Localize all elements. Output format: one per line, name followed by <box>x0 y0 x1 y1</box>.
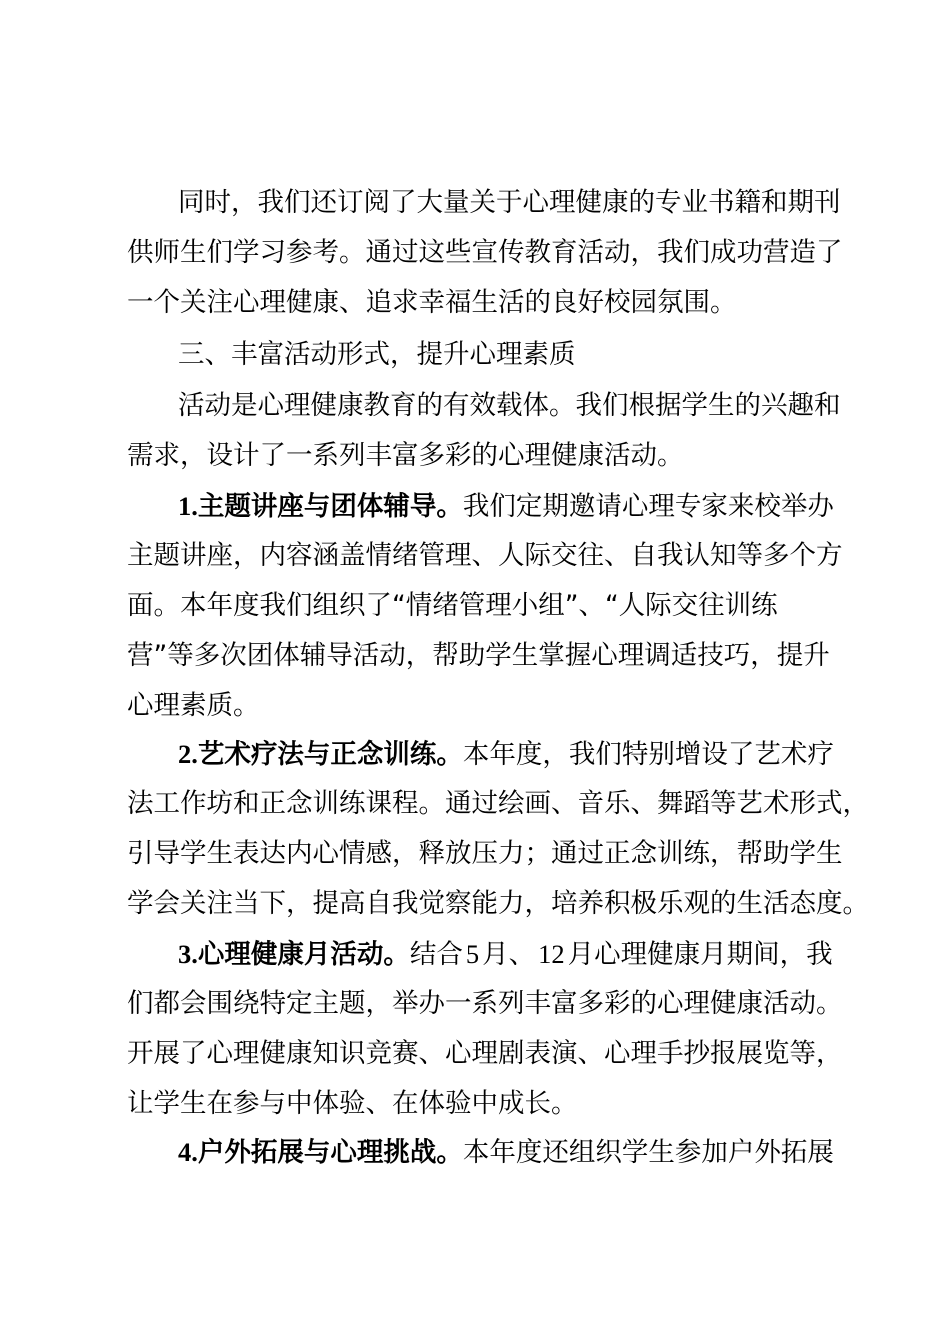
paragraph-line: 学会关注当下，提高自我觉察能力，培养积极乐观的生活态度。 <box>127 888 869 919</box>
paragraph-line: 供师生们学习参考。通过这些宣传教育活动，我们成功营造了 <box>127 237 843 268</box>
paragraph-line: 心理素质。 <box>127 690 260 721</box>
item-2-first-line <box>178 729 834 779</box>
item-text: 月心理健康月期间，我 <box>567 939 833 970</box>
item-heading: 户外拓展与心理挑战。 <box>197 1137 463 1168</box>
paragraph-line: 开展了心理健康知识竞赛、心理剧表演、心理手抄报展览等， <box>127 1038 843 1069</box>
paragraph-line: 需求，设计了一系列丰富多彩的心理健康活动。 <box>127 440 684 471</box>
item-heading: 主题讲座与团体辅导。 <box>197 491 463 522</box>
paragraph-line: 活动是心理健康教育的有效载体。我们根据学生的兴趣和 <box>178 390 841 421</box>
paragraph-line: 主题讲座，内容涵盖情绪管理、人际交往、自我认知等多个方 <box>127 540 843 571</box>
item-number: 4. <box>178 1137 198 1167</box>
item-heading: 艺术疗法与正念训练。 <box>197 739 463 770</box>
item-number: 3. <box>178 939 198 969</box>
paragraph-line: 们都会围绕特定主题，举办一系列丰富多彩的心理健康活动。 <box>127 988 843 1019</box>
paragraph-line: 面。本年度我们组织了“情绪管理小组”、“人际交往训练 <box>127 590 778 621</box>
paragraph-line: 一个关注心理健康、追求幸福生活的良好校园氛围。 <box>127 287 737 318</box>
item-text: 本年度还组织学生参加户外拓展 <box>462 1137 834 1168</box>
paragraph-line: 营”等多次团体辅导活动，帮助学生掌握心理调适技巧，提升 <box>127 640 830 671</box>
item-text: 本年度，我们特别增设了艺术疗 <box>462 739 834 770</box>
item-number: 2. <box>178 739 198 769</box>
item-1-first-line <box>178 481 834 531</box>
item-4-first-line <box>178 1127 834 1177</box>
item-text: 结合 <box>409 939 463 970</box>
paragraph-line: 同时，我们还订阅了大量关于心理健康的专业书籍和期刊 <box>178 187 841 218</box>
month-number: 5 <box>465 939 480 969</box>
item-text: 我们定期邀请心理专家来校举办 <box>462 491 834 522</box>
paragraph-line: 让学生在参与中体验、在体验中成长。 <box>127 1088 578 1119</box>
item-heading: 心理健康月活动。 <box>197 939 410 970</box>
section-heading: 三、丰富活动形式，提升心理素质 <box>178 339 576 370</box>
item-3-first-line <box>178 929 833 979</box>
item-number: 1. <box>178 491 198 521</box>
paragraph-line: 引导学生表达内心情感，释放压力；通过正念训练，帮助学生 <box>127 838 843 869</box>
paragraph-line: 法工作坊和正念训练课程。通过绘画、音乐、舞蹈等艺术形式， <box>127 788 869 819</box>
item-text: 月、 <box>482 939 536 970</box>
month-number: 12 <box>538 939 565 969</box>
